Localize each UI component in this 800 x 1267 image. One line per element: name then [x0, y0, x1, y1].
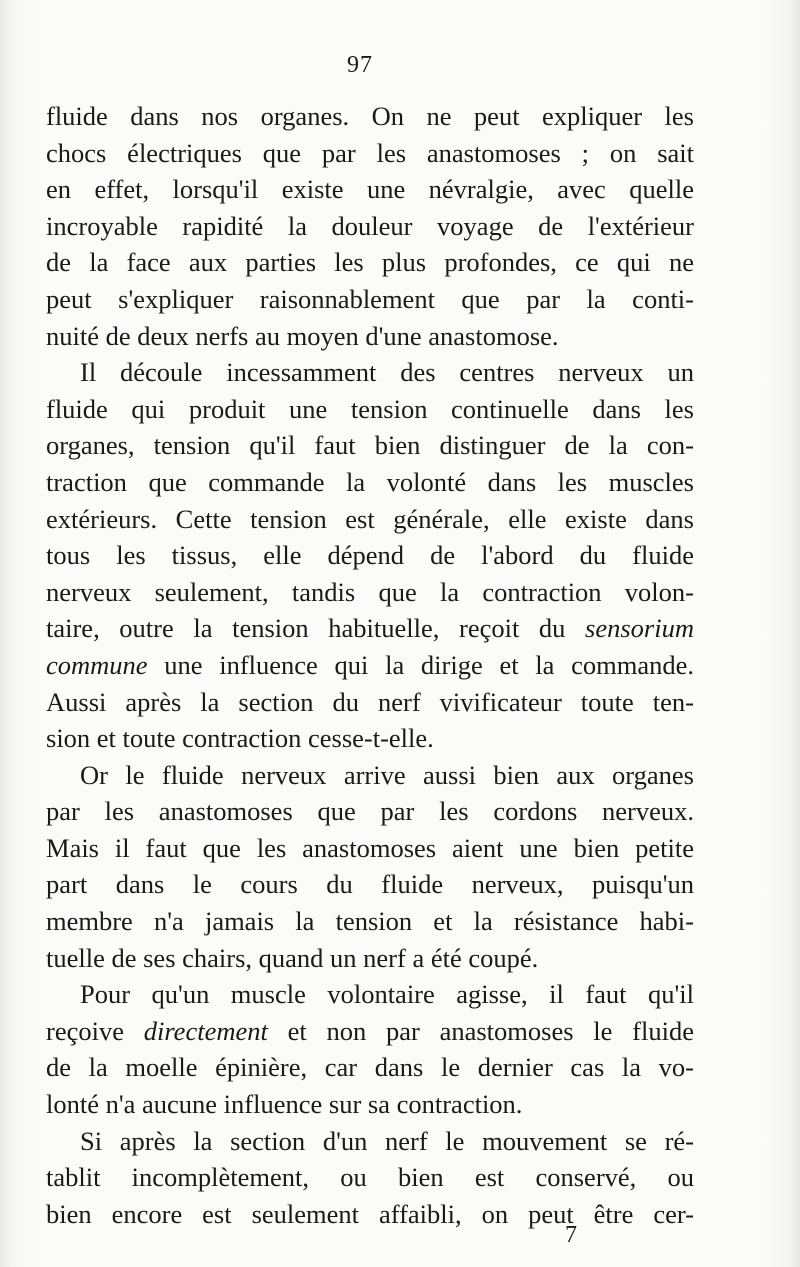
text-line: [46, 647, 694, 684]
text-line: de la face aux parties les plus profondes, ce qui ne: [46, 247, 694, 278]
italic-term: commune: [46, 649, 148, 680]
italic-term: directement: [143, 1015, 268, 1046]
text-line: Si après la section d'un nerf le mouvement se ré-: [80, 1125, 694, 1156]
text-line: bien encore est seulement affaibli, on peut être cer-: [46, 1198, 694, 1229]
text-line: Or le fluide nerveux arrive aussi bien aux organes: [80, 759, 694, 790]
signature-mark: 7: [565, 1222, 577, 1248]
text-line: tous les tissus, elle dépend de l'abord du fluide: [46, 540, 694, 571]
text-line: par les anastomoses que par les cordons nerveux.: [46, 796, 694, 827]
text-line: membre n'a jamais la tension et la résistance habi-: [46, 906, 694, 937]
text-line: Il découle incessamment des centres nerveux un: [80, 357, 694, 388]
text-line: extérieurs. Cette tension est générale, elle existe dans: [46, 503, 694, 534]
text-line: organes, tension qu'il faut bien distinguer de la con-: [46, 430, 694, 461]
text-line: nuité de deux nerfs au moyen d'une anastomose.: [46, 320, 559, 351]
body-text: [46, 98, 694, 1232]
text-line: tablit incomplètement, ou bien est conservé, ou: [46, 1162, 694, 1193]
text-line: Aussi après la section du nerf vivificateur toute ten-: [46, 686, 694, 717]
text-line: Mais il faut que les anastomoses aient une bien petite: [46, 832, 694, 863]
text-line: fluide qui produit une tension continuelle dans les: [46, 393, 694, 424]
text-line: [46, 610, 694, 647]
text-line: incroyable rapidité la douleur voyage de l'extérieur: [46, 210, 694, 241]
text-line: part dans le cours du fluide nerveux, puisqu'un: [46, 869, 694, 900]
text-line: en effet, lorsqu'il existe une névralgie, avec quelle: [46, 174, 694, 205]
text-line: Pour qu'un muscle volontaire agisse, il faut qu'il: [80, 979, 694, 1010]
text-run: et non par anastomoses le fluide: [267, 1015, 694, 1046]
text-line: tuelle de ses chairs, quand un nerf a été coupé.: [46, 942, 539, 973]
text-line: peut s'expliquer raisonnablement que par la conti-: [46, 283, 694, 314]
text-line: chocs électriques que par les anastomoses ; on sait: [46, 137, 694, 168]
text-line: [46, 1013, 694, 1050]
text-line: lonté n'a aucune influence sur sa contraction.: [46, 1089, 523, 1120]
text-line: traction que commande la volonté dans les muscles: [46, 466, 694, 497]
text-run: taire, outre la tension habituelle, reçoit du: [46, 613, 586, 644]
text-line: fluide dans nos organes. On ne peut expliquer les: [46, 101, 694, 131]
page-number: 97: [347, 52, 373, 78]
text-line: sion et toute contraction cesse-t-elle.: [46, 723, 434, 754]
text-line: nerveux seulement, tandis que la contraction volon-: [46, 576, 694, 607]
text-line: de la moelle épinière, car dans le dernier cas la vo-: [46, 1052, 694, 1083]
italic-term: sensorium: [585, 613, 694, 644]
text-run: une influence qui la dirige et la commande.: [147, 649, 694, 680]
text-run: reçoive: [46, 1015, 144, 1046]
